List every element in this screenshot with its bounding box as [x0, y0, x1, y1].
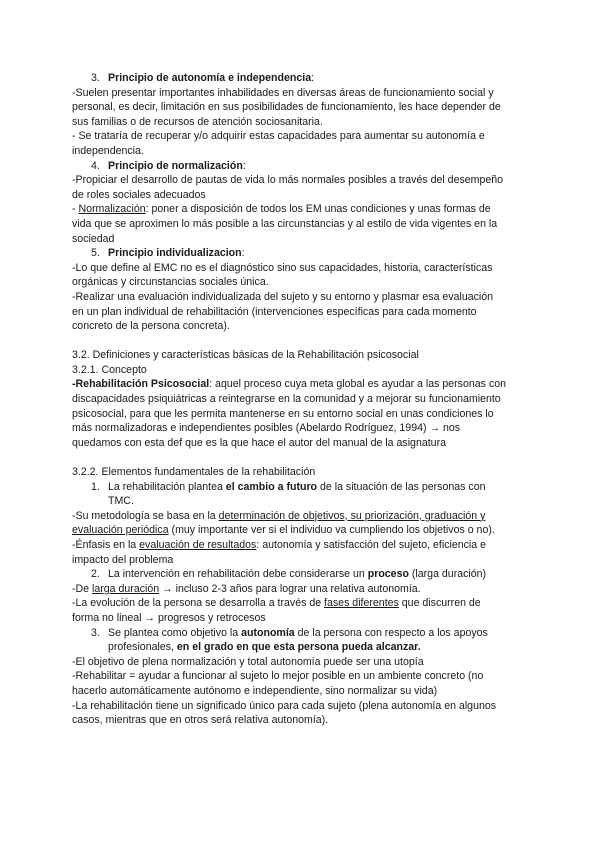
text-span: -Énfasis en la: [72, 539, 140, 551]
underlined-phrase: larga duración: [92, 582, 160, 595]
list-number: 1.: [91, 480, 100, 493]
text-span: La intervención en rehabilitación debe considerarse un: [108, 568, 368, 581]
colon: :: [242, 159, 246, 172]
bold-phrase: proceso: [367, 568, 409, 581]
principle-4-heading: [72, 159, 542, 174]
text-span: Se plantea como objetivo la: [108, 626, 242, 639]
text-span: : aquel proceso cuya meta global es ayudar a las personas con: [209, 378, 506, 391]
text-line: independencia.: [72, 144, 144, 157]
text-span: profesionales,: [108, 641, 177, 654]
list-item-3: [72, 626, 542, 641]
text-line: -Realizar una evaluación individualizada del sujeto y su entorno y plasmar esa evaluación: [72, 290, 494, 303]
text-span: (muy importante ver si el individuo va cumpliendo los objetivos o no).: [168, 524, 495, 537]
text-line: [72, 202, 542, 217]
text-line: más normalizadoras e independientes posibles (Abelardo Rodríguez, 1994) → nos: [72, 422, 461, 435]
principle-5-heading: [72, 246, 542, 261]
text-line: discapacidades psiquiátricas a reintegrarse en la comunidad y a mejorar su funcionamiento: [72, 393, 501, 406]
text-span: -Su metodología se basa en la: [72, 509, 219, 522]
subsection-heading: 3.2.2. Elementos fundamentales de la rehabilitación: [72, 466, 316, 479]
dash: -: [72, 203, 79, 216]
bold-phrase: en el grado en que esta persona pueda alcanzar.: [176, 641, 421, 654]
principle-title: Principio de autonomía e independencia: [108, 72, 312, 84]
text-span: → incluso 2-3 años para lograr una relativa autonomía.: [159, 582, 421, 595]
principle-3-heading: [72, 71, 542, 86]
text-line: impacto del problema: [72, 553, 174, 566]
text-line: [72, 582, 542, 597]
text-line: hacerlo automáticamente autónomo e independiente, sino normalizar su vida): [72, 684, 438, 697]
list-number: 3.: [91, 72, 100, 84]
bold-phrase: el cambio a futuro: [225, 480, 318, 493]
text-span: : autonomía y satisfacción del sujeto, eficiencia e: [256, 539, 487, 551]
list-item-continuation: [72, 640, 542, 655]
list-item-1: [72, 480, 542, 495]
text-line: sus familias o de recursos de atención sociosanitaria.: [72, 115, 323, 128]
text-span: -La evolución de la persona se desarrolla a través de: [72, 597, 325, 610]
list-number: 5.: [91, 247, 100, 260]
text-line: [72, 377, 542, 392]
text-line: [72, 596, 542, 611]
text-line: -Lo que define al EMC no es el diagnóstico sino sus capacidades, historia, características: [72, 261, 493, 274]
principle-title: Principio individualizacion: [108, 247, 242, 260]
colon: :: [311, 72, 315, 84]
document-body: [72, 71, 542, 728]
blank-line: [72, 334, 542, 349]
text-line: [72, 509, 542, 524]
text-line: casos, mientras que en otros será relativa autonomía).: [72, 714, 329, 727]
list-number: 3.: [91, 626, 100, 639]
text-span: de la persona con respecto a los apoyos: [294, 626, 488, 639]
text-line: en un plan individual de rehabilitación (intervenciones específicas para cada momento: [72, 305, 477, 318]
text-line: [72, 523, 542, 538]
subsection-heading: 3.2.1. Concepto: [72, 363, 147, 376]
colon: :: [241, 247, 245, 260]
text-line: de roles sociales adecuados: [72, 188, 206, 201]
text-span: que discurren de: [398, 597, 481, 610]
section-heading: 3.2. Definiciones y características básicas de la Rehabilitación psicosocial: [72, 349, 419, 362]
list-item-continuation: TMC.: [108, 495, 134, 508]
text-line: [72, 538, 542, 553]
underlined-phrase: fases diferentes: [324, 597, 399, 610]
list-item-2: [72, 567, 542, 582]
text-line: -La rehabilitación tiene un significado único para cada sujeto (plena autonomía en algunos: [72, 699, 497, 712]
text-span: La rehabilitación plantea: [108, 480, 226, 493]
text-span: (larga duración): [408, 568, 487, 581]
text-line: -Suelen presentar importantes inhabilidades en diversas áreas de funcionamiento social y: [72, 86, 494, 99]
text-line: forma no lineal → progresos y retrocesos: [72, 611, 266, 624]
text-span: -De: [72, 582, 93, 595]
text-span: de la situación de las personas con: [317, 480, 486, 493]
text-line: concreto de la persona concreta).: [72, 320, 230, 333]
bold-phrase: autonomía: [241, 626, 295, 639]
defined-term: -Rehabilitación Psicosocial: [72, 378, 210, 391]
text-line: personal, es decir, limitación en sus posibilidades de funcionamiento, les hace depender de: [72, 101, 501, 114]
list-number: 4.: [91, 159, 100, 172]
text-line: -Propiciar el desarrollo de pautas de vida lo más normales posibles a través del desempeño: [72, 174, 504, 187]
underlined-phrase: evaluación de resultados: [139, 539, 257, 551]
underlined-phrase: evaluación periódica: [72, 524, 169, 537]
text-line: orgánicas y circunstancias sociales única.: [72, 276, 269, 289]
text-line: quedamos con esta def que es la que hace el autor del manual de la asignatura: [72, 436, 446, 449]
underlined-phrase: determinación de objetivos, su priorización, graduación y: [218, 509, 486, 522]
blank-line: [72, 450, 542, 465]
text-line: vida que se aproximen lo más posible a las circunstancias y al estilo de vida vigentes en la: [72, 217, 498, 230]
text-line: - Se trataría de recuperar y/o adquirir estas capacidades para aumentar su autonomía e: [72, 130, 485, 143]
text-line: -Rehabilitar = ayudar a funcionar al sujeto lo mejor posible en un ambiente concreto (no: [72, 670, 484, 683]
underlined-term: Normalización: [78, 203, 146, 216]
text-span: : poner a disposición de todos los EM unas condiciones y unas formas de: [145, 203, 491, 216]
list-number: 2.: [91, 568, 100, 581]
text-line: -El objetivo de plena normalización y total autonomía puede ser una utopía: [72, 655, 424, 668]
text-line: psicosocial, para que les permita mantenerse en su entorno social en unas condiciones lo: [72, 407, 494, 420]
principle-title: Principio de normalización: [108, 159, 243, 172]
text-line: sociedad: [72, 232, 115, 245]
